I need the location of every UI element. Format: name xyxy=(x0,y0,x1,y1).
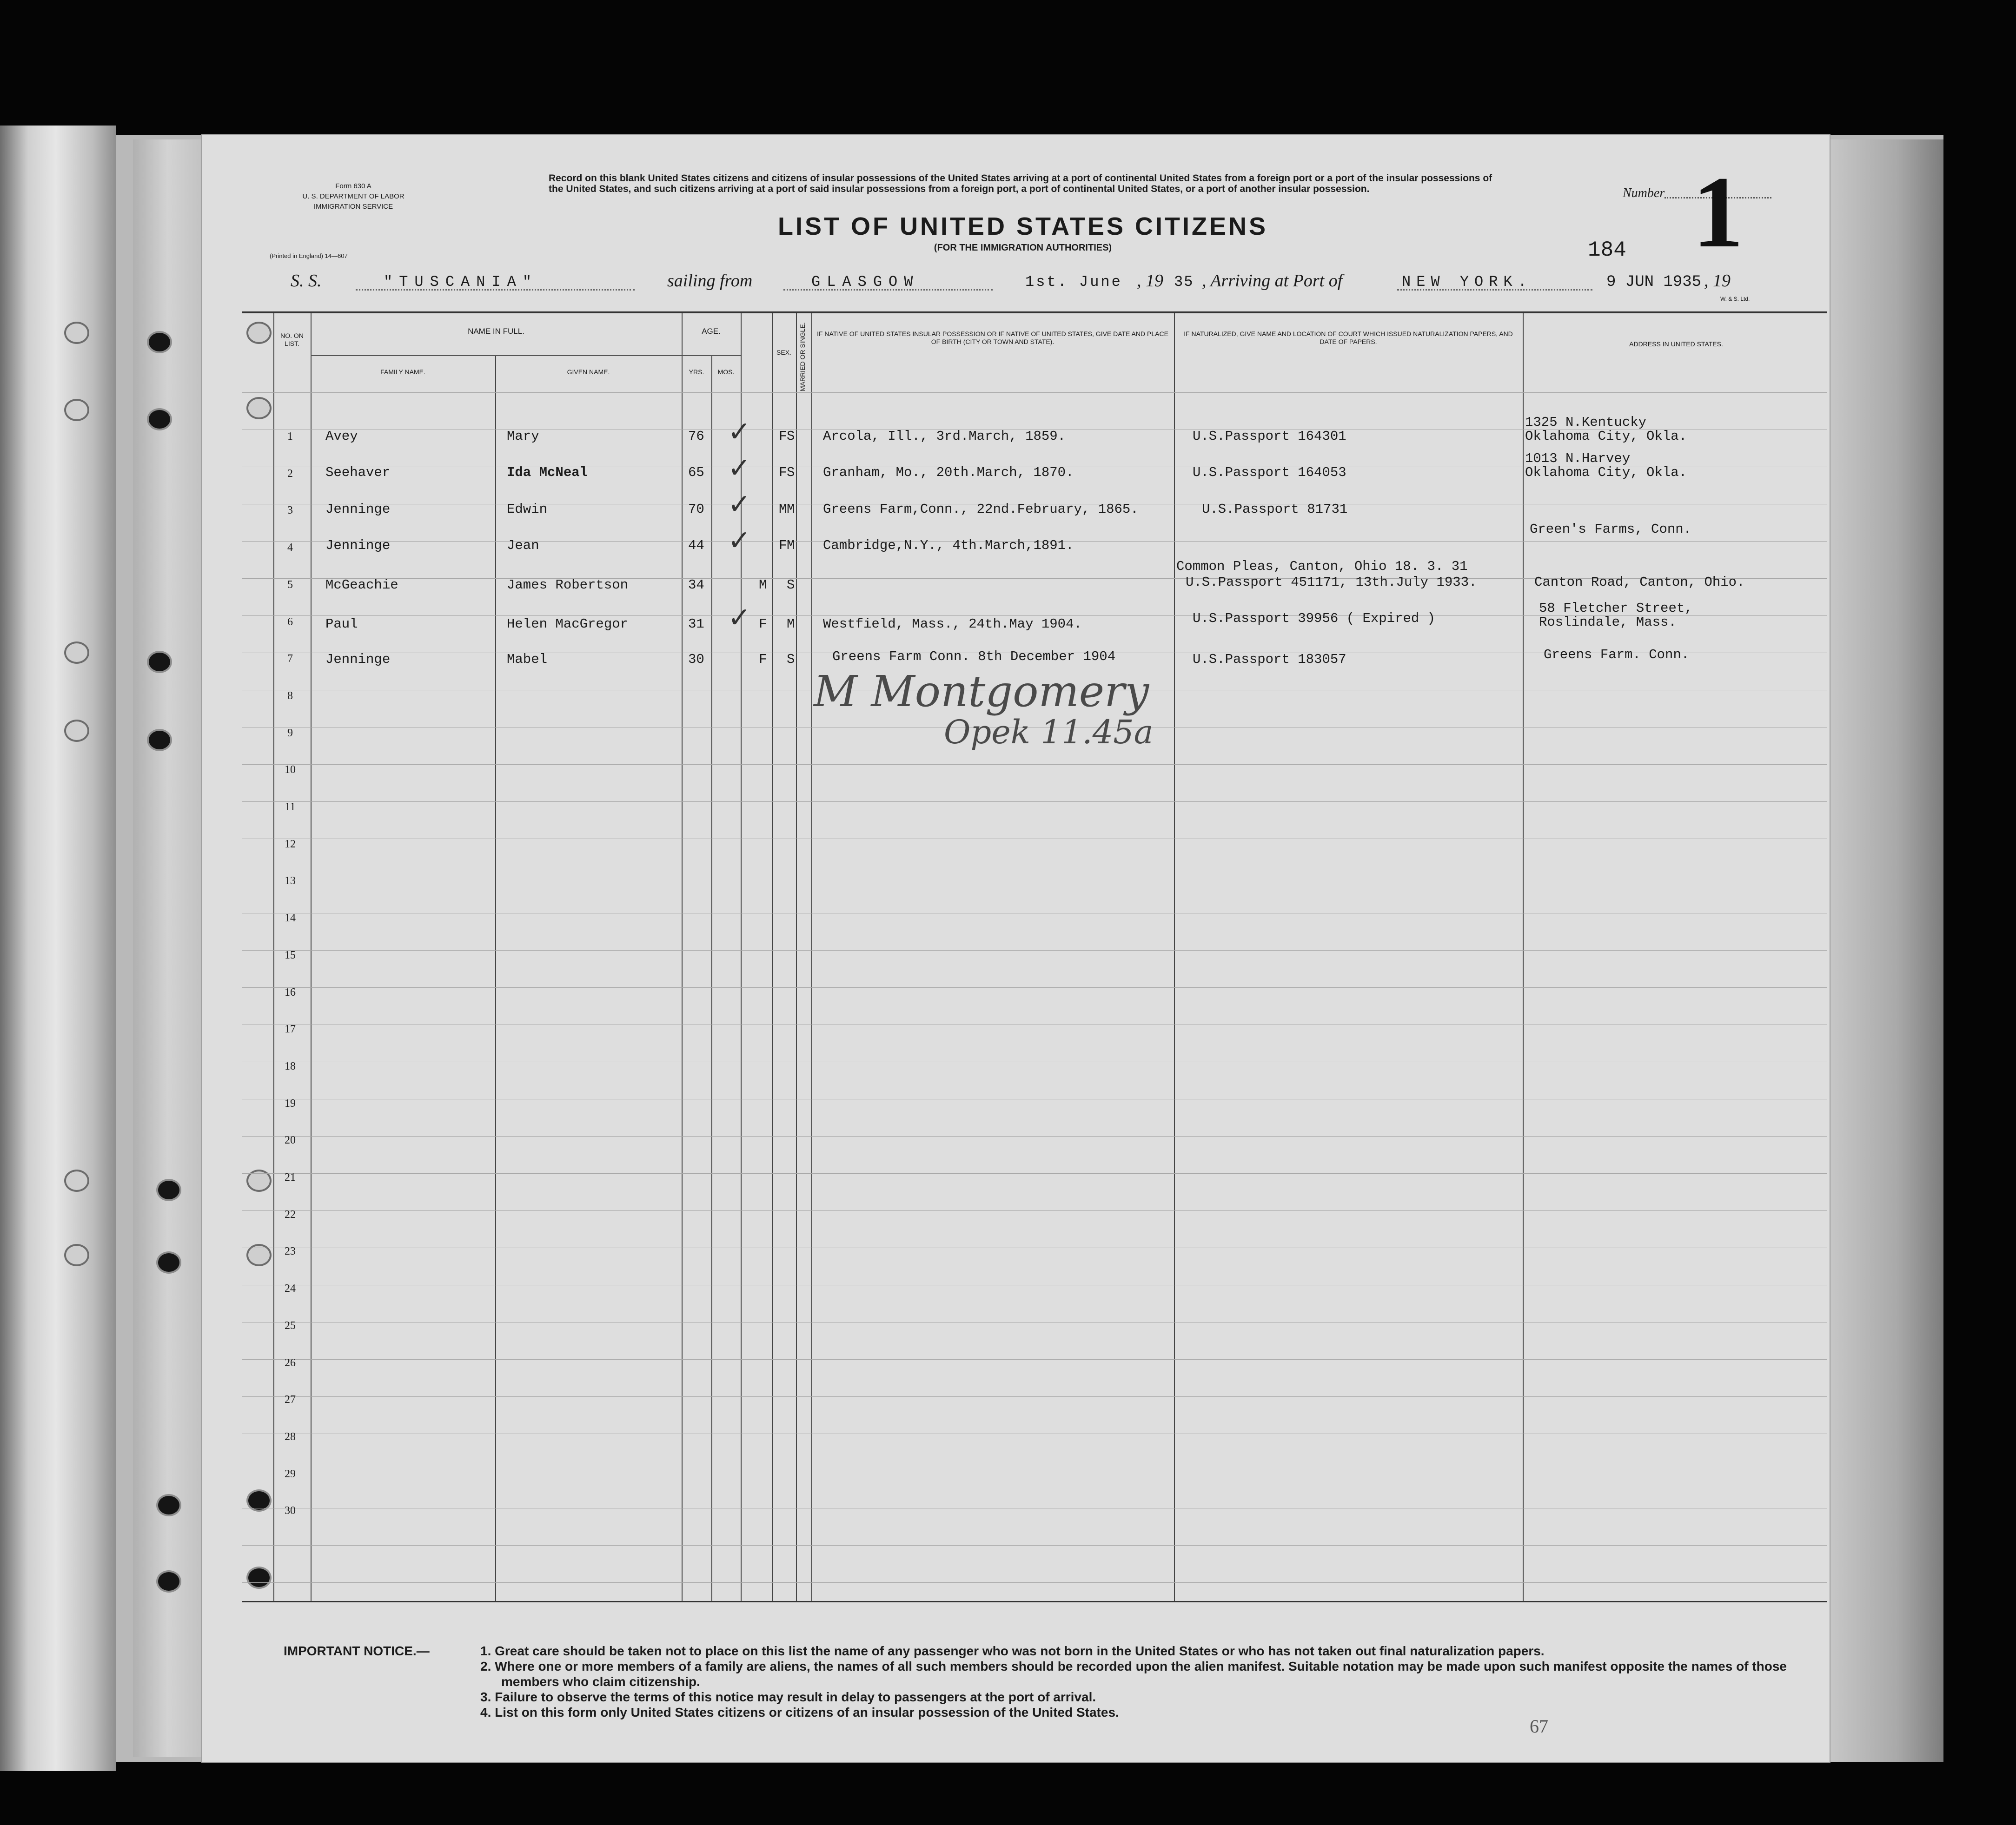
address-cell: 1013 N.Harvey xyxy=(1525,451,1631,466)
year-suffix: 35 xyxy=(1174,273,1194,291)
service-name: IMMIGRATION SERVICE xyxy=(313,203,393,211)
punch-hole xyxy=(156,1179,181,1201)
row-number: 4 xyxy=(287,542,293,554)
address-cell: Oklahoma City, Okla. xyxy=(1525,429,1687,444)
arriving-label: , Arriving at Port of xyxy=(1202,271,1343,291)
binding-edge xyxy=(0,126,116,1771)
address-cell: 1325 N.Kentucky xyxy=(1525,415,1647,430)
family-name-cell: Jenninge xyxy=(325,502,391,517)
age-cell: 70 xyxy=(688,502,704,517)
header-yrs: YRS. xyxy=(689,368,704,376)
row-rule xyxy=(242,392,1827,393)
page-number: 67 xyxy=(1530,1716,1548,1737)
papers-cell: U.S.Passport 451171, 13th.July 1933. xyxy=(1186,575,1477,590)
notice-item: 3. Failure to observe the terms of this notice may result in delay to passengers at the port of arrival. xyxy=(480,1690,1096,1704)
ss-label: S. S. xyxy=(291,271,322,291)
row-number: 12 xyxy=(285,838,296,850)
punch-hole xyxy=(156,1570,181,1593)
check-mark: ✓ xyxy=(728,602,751,634)
header-address: ADDRESS IN UNITED STATES. xyxy=(1629,340,1723,348)
address-cell: Canton Road, Canton, Ohio. xyxy=(1534,575,1745,590)
notice-items xyxy=(480,1643,1838,1720)
family-name-cell: McGeachie xyxy=(325,577,398,593)
list-number: 1 xyxy=(1692,155,1744,269)
sex-cell: F xyxy=(779,429,787,444)
marital-cell: S xyxy=(787,429,795,444)
birth-cell: Westfield, Mass., 24th.May 1904. xyxy=(823,616,1082,632)
sex-cell: M xyxy=(759,577,767,593)
punch-hole xyxy=(64,1170,89,1192)
dotted-line xyxy=(783,289,993,291)
row-rule xyxy=(242,1396,1827,1397)
handwritten-note: Opek 11.45a xyxy=(944,713,1154,751)
row-rule xyxy=(242,987,1827,988)
year-prefix: , 19 xyxy=(1137,271,1163,291)
row-number: 11 xyxy=(285,801,296,813)
header-family-name: FAMILY NAME. xyxy=(380,368,425,376)
sailing-label: sailing from xyxy=(667,271,753,291)
column-divider xyxy=(1174,313,1175,1601)
header-no: NO. ON LIST. xyxy=(280,332,304,347)
row-rule xyxy=(242,1545,1827,1546)
department-name: U. S. DEPARTMENT OF LABOR xyxy=(302,192,405,200)
voyage-line xyxy=(291,271,1751,294)
row-rule xyxy=(242,1173,1827,1174)
punch-hole xyxy=(147,651,172,673)
address-cell: Green's Farms, Conn. xyxy=(1530,522,1692,537)
form-department-block xyxy=(270,181,437,259)
column-divider xyxy=(711,355,712,1601)
row-number: 23 xyxy=(285,1245,296,1257)
form-number: Form 630 A xyxy=(335,182,371,190)
passenger-table xyxy=(242,311,1827,1602)
arrival-year: , 19 xyxy=(1704,271,1731,291)
column-divider xyxy=(311,313,312,1601)
birth-cell: Cambridge,N.Y., 4th.March,1891. xyxy=(823,538,1074,553)
family-name-cell: Avey xyxy=(325,429,358,444)
sex-cell: F xyxy=(779,538,787,553)
punch-hole xyxy=(64,1244,89,1266)
address-cell: 58 Fletcher Street, xyxy=(1539,601,1693,616)
header-given-name: GIVEN NAME. xyxy=(567,368,610,376)
given-name-cell: Mary xyxy=(507,429,539,444)
family-name-cell: Jenninge xyxy=(325,538,391,553)
column-divider xyxy=(1523,313,1524,1601)
row-number: 8 xyxy=(287,690,293,702)
marital-cell: M xyxy=(787,616,795,632)
punch-hole xyxy=(64,322,89,344)
given-name-cell: Jean xyxy=(507,538,539,553)
birth-cell: Greens Farm Conn. 8th December 1904 xyxy=(832,649,1116,664)
ship-name: "TUSCANIA" xyxy=(384,273,538,291)
column-divider xyxy=(796,313,797,1601)
papers-cell: U.S.Passport 164053 xyxy=(1193,465,1346,480)
sex-cell: F xyxy=(759,652,767,667)
punch-hole xyxy=(147,408,172,430)
row-number: 21 xyxy=(285,1171,296,1184)
row-rule xyxy=(242,764,1827,765)
papers-cell: U.S.Passport 39956 ( Expired ) xyxy=(1193,611,1436,626)
row-number: 26 xyxy=(285,1357,296,1369)
row-number: 7 xyxy=(287,653,293,665)
punch-hole xyxy=(64,641,89,664)
inspector-signature: M Montgomery xyxy=(814,667,1149,716)
given-name-cell: Mabel xyxy=(507,652,548,667)
column-divider xyxy=(772,313,773,1601)
row-number: 15 xyxy=(285,949,296,961)
birth-cell: Granham, Mo., 20th.March, 1870. xyxy=(823,465,1074,480)
row-number: 9 xyxy=(287,727,293,739)
sex-cell: F xyxy=(759,616,767,632)
sex-cell: F xyxy=(779,465,787,480)
row-number: 25 xyxy=(285,1320,296,1332)
stamp-number: 184 xyxy=(1588,238,1626,262)
papers-cell: U.S.Passport 81731 xyxy=(1202,502,1348,517)
address-cell: Greens Farm. Conn. xyxy=(1544,647,1690,662)
arrival-stamp: 9 JUN 1935 xyxy=(1606,273,1702,291)
header-age: AGE. xyxy=(702,327,721,336)
printed-note: (Printed in England) 14—607 xyxy=(270,252,348,259)
given-name-cell: Ida McNeal xyxy=(507,465,588,480)
age-cell: 31 xyxy=(688,616,704,632)
header-mos: MOS. xyxy=(717,368,735,376)
check-mark: ✓ xyxy=(728,524,751,557)
age-cell: 34 xyxy=(688,577,704,593)
notice-item: 2. Where one or more members of a family are aliens, the names of all such members should be recorded upon the alien manifest. Suitable notation may be made upon such manifest opposite the names of those members who claim citizenship. xyxy=(480,1659,1787,1689)
row-rule xyxy=(242,950,1827,951)
papers-cell: U.S.Passport 183057 xyxy=(1193,652,1346,667)
printer-mark: W. & S. Ltd. xyxy=(1720,296,1750,302)
marital-cell: M xyxy=(787,502,795,517)
page-right-edge xyxy=(1827,139,1943,1762)
family-name-cell: Seehaver xyxy=(325,465,391,480)
header-birth: IF NATIVE OF UNITED STATES INSULAR POSSESSION OR IF NATIVE OF UNITED STATES, GIVE DATE AND PLACE OF BIRTH (CITY OR TOWN AND STATE). xyxy=(817,330,1168,345)
punch-hole xyxy=(147,331,172,353)
given-name-cell: Edwin xyxy=(507,502,548,517)
row-number: 30 xyxy=(285,1505,296,1517)
row-number: 6 xyxy=(287,616,293,628)
punch-hole xyxy=(156,1251,181,1274)
header-naturalized: IF NATURALIZED, GIVE NAME AND LOCATION OF COURT WHICH ISSUED NATURALIZATION PAPERS, AND DATE OF PAPERS. xyxy=(1184,330,1513,345)
notice-item: 4. List on this form only United States citizens or citizens of an insular possession of the United States. xyxy=(480,1705,1119,1719)
row-number: 17 xyxy=(285,1023,296,1035)
row-number: 5 xyxy=(287,579,293,591)
number-label: Number xyxy=(1623,186,1665,200)
sailing-date: 1st. June xyxy=(1025,273,1122,291)
row-number: 3 xyxy=(287,504,293,516)
row-rule xyxy=(242,1136,1827,1137)
given-name-cell: James Robertson xyxy=(507,577,629,593)
age-cell: 76 xyxy=(688,429,704,444)
row-rule xyxy=(242,801,1827,802)
age-cell: 44 xyxy=(688,538,704,553)
punch-hole xyxy=(147,729,172,751)
form-instructions: Record on this blank United States citizens and citizens of insular possessions of the United States arriving at a port of continental United States from a foreign port or a port of the insular possessions of the United States, and such citizens arriving at a port of said insular possessions from a foreign port, a port of continental United States, or a port of another insular possession. xyxy=(549,173,1492,194)
marital-cell: M xyxy=(787,538,795,553)
marital-cell: S xyxy=(787,652,795,667)
header-divider xyxy=(311,355,741,356)
row-number: 22 xyxy=(285,1209,296,1221)
column-divider xyxy=(811,313,812,1601)
dotted-line xyxy=(356,289,635,291)
row-number: 16 xyxy=(285,986,296,998)
check-mark: ✓ xyxy=(728,452,751,484)
header-married-single: MARRIED OR SINGLE. xyxy=(799,322,806,391)
punch-hole xyxy=(64,399,89,421)
row-rule xyxy=(242,1359,1827,1360)
row-number: 28 xyxy=(285,1431,296,1443)
notice-item: 1. Great care should be taken not to place on this list the name of any passenger who was not born in the United States or who has not taken out final naturalization papers. xyxy=(480,1644,1545,1658)
column-divider xyxy=(495,355,496,1601)
column-divider xyxy=(682,313,683,1601)
age-cell: 30 xyxy=(688,652,704,667)
address-cell: Oklahoma City, Okla. xyxy=(1525,465,1687,480)
row-number: 2 xyxy=(287,468,293,480)
check-mark: ✓ xyxy=(728,488,751,521)
marital-cell: S xyxy=(787,465,795,480)
port-to: NEW YORK. xyxy=(1402,273,1532,291)
row-number: 20 xyxy=(285,1134,296,1146)
port-from: GLASGOW xyxy=(811,273,920,291)
column-divider xyxy=(273,313,274,1601)
row-number: 10 xyxy=(285,764,296,776)
given-name-cell: Helen MacGregor xyxy=(507,616,629,632)
row-rule xyxy=(242,1582,1827,1583)
address-cell: Roslindale, Mass. xyxy=(1539,615,1677,630)
birth-cell: Arcola, Ill., 3rd.March, 1859. xyxy=(823,429,1066,444)
notice-heading: IMPORTANT NOTICE.— xyxy=(284,1644,430,1658)
header-name-in-full: NAME IN FULL. xyxy=(468,327,524,336)
row-number: 24 xyxy=(285,1283,296,1295)
birth-cell: Greens Farm,Conn., 22nd.February, 1865. xyxy=(823,502,1139,517)
check-mark: ✓ xyxy=(728,416,751,448)
papers-cell: Common Pleas, Canton, Ohio 18. 3. 31 xyxy=(1176,559,1468,574)
family-name-cell: Jenninge xyxy=(325,652,391,667)
punch-hole xyxy=(64,720,89,742)
row-number: 1 xyxy=(287,430,293,443)
age-cell: 65 xyxy=(688,465,704,480)
header-sex: SEX. xyxy=(776,349,791,356)
marital-cell: S xyxy=(787,577,795,593)
page-subtitle: (FOR THE IMMIGRATION AUTHORITIES) xyxy=(934,243,1112,253)
row-number: 18 xyxy=(285,1060,296,1072)
row-rule xyxy=(242,1210,1827,1211)
row-number: 19 xyxy=(285,1098,296,1110)
row-number: 27 xyxy=(285,1394,296,1406)
papers-cell: U.S.Passport 164301 xyxy=(1193,429,1346,444)
family-name-cell: Paul xyxy=(325,616,358,632)
sex-cell: M xyxy=(779,502,787,517)
dotted-line xyxy=(1397,289,1592,291)
row-number: 14 xyxy=(285,912,296,924)
row-number: 13 xyxy=(285,875,296,887)
punch-hole xyxy=(156,1494,181,1516)
row-number: 29 xyxy=(285,1468,296,1480)
page-title: LIST OF UNITED STATES CITIZENS xyxy=(778,212,1268,240)
